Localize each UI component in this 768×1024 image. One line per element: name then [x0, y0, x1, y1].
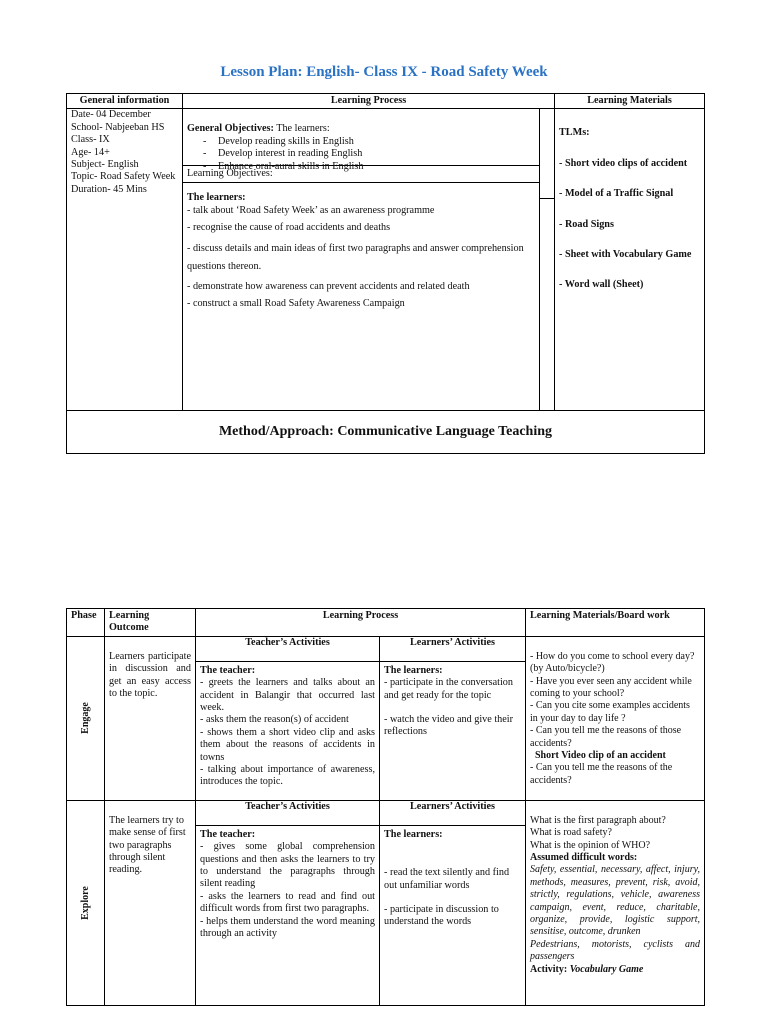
- engage-learners-cell: [380, 636, 526, 800]
- general-objectives-block: [183, 109, 539, 172]
- header-learning-process: Learning Process: [196, 609, 526, 637]
- teacher-activity: - shows them a short video clip and asks them about the reasons of accidents in towns: [200, 726, 375, 763]
- learning-objective-item: - discuss details and main ideas of first two paragraphs and answer comprehension questions thereon.: [187, 242, 524, 272]
- activity-name: Vocabulary Game: [567, 963, 644, 975]
- info-duration: Duration- 45 Mins: [71, 183, 147, 195]
- narrow-column-cell: [540, 109, 555, 411]
- board-bold-item: Short Video clip of an accident: [535, 750, 666, 762]
- general-objective-item: - Enhance oral-aural skills in English: [203, 161, 535, 173]
- board-question: What is road safety?: [530, 827, 612, 839]
- engage-materials: [526, 636, 705, 800]
- learning-materials-cell: [555, 109, 705, 411]
- lesson-overview-table: [66, 93, 705, 454]
- teacher-label: The teacher:: [200, 664, 256, 676]
- teacher-activities-header: Teacher’s Activities: [196, 637, 379, 662]
- info-subject: Subject- English: [71, 159, 139, 171]
- board-question: - Can you cite some examples accidents in your day to day life ?: [530, 700, 690, 724]
- learning-objective-item: - recognise the cause of road accidents and deaths: [187, 222, 391, 234]
- explore-materials: [526, 800, 705, 1005]
- tlms-label: TLMs:: [559, 127, 590, 139]
- learner-activity: - participate in the conversation and get ready for the topic: [384, 677, 513, 701]
- header-learning-outcome: Learning Outcome: [105, 609, 196, 637]
- teacher-activity: - helps them understand the word meaning through an activity: [200, 915, 375, 940]
- header-materials-board: Learning Materials/Board work: [526, 609, 705, 637]
- material-item: - Model of a Traffic Signal: [559, 188, 674, 200]
- learners-activities-header: Learners’ Activities: [380, 801, 525, 826]
- board-question: What is the opinion of WHO?: [530, 839, 651, 851]
- learning-objectives-block: [183, 183, 539, 310]
- teacher-activity: - gives some global comprehension questions and then asks the learners to try to understand the paragraphs through silent reading: [200, 841, 375, 890]
- learner-activity: - participate in discussion to understand the words: [384, 904, 499, 928]
- info-class: Class- IX: [71, 134, 110, 146]
- board-question: - Can you tell me the reasons of the accidents?: [530, 762, 673, 786]
- engage-outcome-text: Learners participate in discussion and get an easy access to the topic.: [109, 650, 191, 700]
- phase-engage-label: Engage: [79, 702, 91, 735]
- learners-label: The learners:: [384, 828, 443, 840]
- general-objective-item: - Develop interest in reading English: [203, 148, 535, 160]
- explore-outcome: [105, 800, 196, 1005]
- learners-label: The learners:: [187, 192, 246, 204]
- material-item: - Road Signs: [559, 218, 614, 230]
- board-question: - Have you ever seen any accident while coming to your school?: [530, 675, 692, 700]
- learning-objective-item: - construct a small Road Safety Awareness Campaign: [187, 298, 405, 310]
- page-title: Lesson Plan: English- Class IX - Road Safety Week: [220, 64, 548, 80]
- difficult-words: Safety, essential, necessary, affect, injury, methods, measures, prevent, risk, avoid, strictly, regulations, vehicle, awareness campaign, event, reduce, charitable, organize, provide, logistic support, sensitise, outcome, drunken: [530, 864, 700, 938]
- header-learning-materials: Learning Materials: [555, 94, 705, 109]
- method-approach: Method/Approach: Communicative Language Teaching: [67, 411, 705, 454]
- activity-label: Activity:: [530, 963, 568, 975]
- teacher-activities-header: Teacher’s Activities: [196, 801, 379, 826]
- material-item: - Short video clips of accident: [559, 157, 688, 169]
- material-item: - Sheet with Vocabulary Game: [559, 249, 692, 261]
- explore-learners-cell: [380, 800, 526, 1005]
- info-topic: Topic- Road Safety Week: [71, 171, 176, 183]
- learner-activity: - read the text silently and find out unfamiliar words: [384, 867, 510, 891]
- learners-activities-header: Learners’ Activities: [380, 637, 525, 662]
- explore-teacher-cell: [196, 800, 380, 1005]
- general-objectives-intro: The learners:: [273, 123, 330, 135]
- activity-line: [530, 964, 700, 976]
- info-school: School- Nabjeeban HS: [71, 121, 165, 133]
- board-question: - Can you tell me the reasons of those accidents?: [530, 725, 682, 749]
- material-item: - Word wall (Sheet): [559, 279, 644, 291]
- engage-outcome: [105, 636, 196, 800]
- phase-explore: [67, 800, 105, 1005]
- phase-engage: [67, 636, 105, 800]
- general-objectives-label: General Objectives:: [187, 123, 274, 135]
- lesson-phases-table: [66, 608, 705, 1006]
- teacher-activity: - talking about importance of awareness, introduces the topic.: [200, 764, 375, 788]
- learner-activity: - watch the video and give their reflections: [384, 714, 513, 738]
- board-question: - How do you come to school every day? (by Auto/bicycle?): [530, 650, 695, 675]
- difficult-words-2: Pedestrians, motorists, cyclists and passengers: [530, 938, 700, 963]
- phase-explore-label: Explore: [79, 885, 91, 920]
- learning-objective-item: - demonstrate how awareness can prevent accidents and related death: [187, 280, 470, 292]
- teacher-activity: - asks the learners to read and find out difficult words from first two paragraphs.: [200, 890, 375, 915]
- header-learning-process: Learning Process: [183, 94, 555, 109]
- learning-objective-item: - talk about ‘Road Safety Week’ as an awareness programme: [187, 204, 435, 216]
- info-age: Age- 14+: [71, 146, 110, 158]
- learners-label: The learners:: [384, 664, 443, 676]
- learning-process-cell: [183, 109, 540, 411]
- teacher-activity: - greets the learners and talks about an accident in Balangir that occurred last week.: [200, 677, 375, 714]
- difficult-words-label: Assumed difficult words:: [530, 852, 638, 864]
- header-general-information: General information: [67, 94, 183, 109]
- general-info-cell: [67, 109, 183, 411]
- general-objective-item: - Develop reading skills in English: [203, 136, 535, 148]
- learning-objectives-label: Learning Objectives:: [183, 166, 539, 183]
- teacher-activity: - asks them the reason(s) of accident: [200, 714, 349, 726]
- engage-teacher-cell: [196, 636, 380, 800]
- explore-outcome-text: The learners try to make sense of first two paragraphs through silent reading.: [109, 814, 186, 876]
- board-question: What is the first paragraph about?: [530, 814, 666, 826]
- info-date: Date- 04 December: [71, 109, 151, 121]
- header-phase: Phase: [67, 609, 105, 637]
- teacher-label: The teacher:: [200, 828, 256, 840]
